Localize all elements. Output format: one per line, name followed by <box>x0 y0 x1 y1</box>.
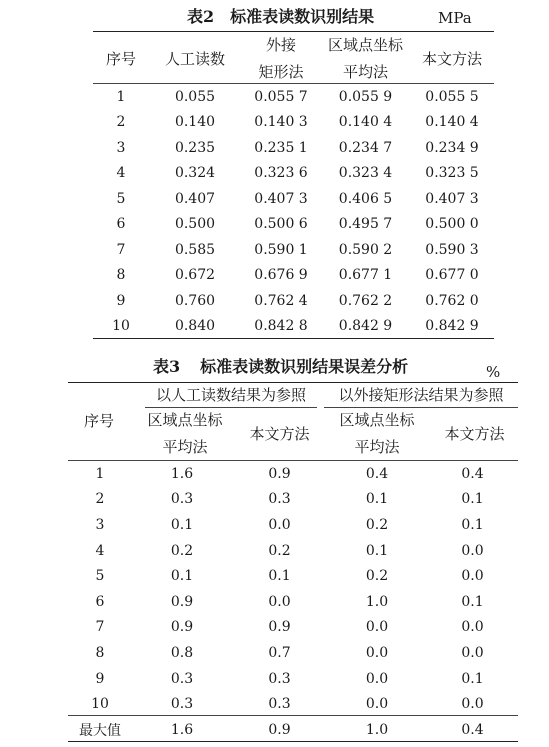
table2-header-rect-line2: 矩形法 <box>258 63 304 81</box>
table2-cell-manual: 0.055 <box>174 88 216 105</box>
table2-cell-manual: 0.585 <box>174 241 216 258</box>
table3-cell-rect-region: 0.0 <box>365 619 389 636</box>
table3-cell-rect-ours: 0.0 <box>461 696 484 713</box>
table3-cell-rect-ours: 0.0 <box>461 644 484 661</box>
table3-cell-rect-ours: 0.1 <box>461 593 484 610</box>
table3-cell-index: 4 <box>95 542 105 559</box>
table2-cell-index: 4 <box>116 165 126 182</box>
table3-cell-rect-region: 0.4 <box>365 465 389 482</box>
table3-cell-rect-ours: 0.4 <box>461 721 484 738</box>
table2-cell-ours: 0.500 0 <box>425 216 479 233</box>
table3-row <box>68 691 518 717</box>
table3-cell-manual-region: 0.9 <box>170 619 194 636</box>
table3-body <box>68 461 518 743</box>
table2-cell-index: 8 <box>116 267 126 284</box>
table2-cell-manual: 0.840 <box>174 318 216 335</box>
table2-cell-manual: 0.140 <box>174 114 216 131</box>
table3-row <box>68 589 518 615</box>
table3-cell-manual-region: 0.1 <box>170 568 194 585</box>
table3-cell-manual-region: 1.6 <box>170 721 194 738</box>
table3-cell-rect-region: 0.0 <box>365 644 389 661</box>
table2-row <box>93 237 494 263</box>
table2-cell-rect: 0.590 1 <box>254 241 308 258</box>
table2-cell-region: 0.762 2 <box>338 292 393 309</box>
table2-cell-manual: 0.324 <box>174 165 216 182</box>
table3-cell-index: 5 <box>95 568 105 585</box>
table2-cell-ours: 0.055 5 <box>425 88 479 105</box>
table3-cell-rect-ours: 0.0 <box>461 568 484 585</box>
table2-cell-ours: 0.323 5 <box>425 165 479 182</box>
table2-cell-rect: 0.235 1 <box>254 139 308 156</box>
table2-cell-rect: 0.055 7 <box>254 88 308 105</box>
table2-header <box>93 32 494 86</box>
table3-row <box>68 640 518 666</box>
table3-cell-manual-ours: 0.3 <box>268 696 291 713</box>
table3-cell-manual-ours: 0.3 <box>268 670 291 687</box>
table3-header-region-b-line2: 平均法 <box>354 438 400 456</box>
table2-row <box>93 84 494 110</box>
table2-cell-rect: 0.323 6 <box>254 165 308 182</box>
table2-cell-ours: 0.762 0 <box>425 292 479 309</box>
table3-cell-manual-ours: 0.9 <box>268 619 291 636</box>
table3-cell-rect-region: 0.0 <box>365 670 389 687</box>
table2-cell-index: 5 <box>116 190 126 207</box>
table3-header-ours-a: 本文方法 <box>249 425 310 443</box>
table3-cell-manual-ours: 0.3 <box>268 491 291 508</box>
table3-cell-rect-region: 0.0 <box>365 696 389 713</box>
table3-cell-manual-ours: 0.0 <box>268 593 291 610</box>
table3-cell-manual-region: 1.6 <box>170 465 194 482</box>
table2-cell-index: 9 <box>116 292 126 309</box>
table3-cell-manual-region: 0.2 <box>170 542 194 559</box>
table3-cell-index: 8 <box>95 644 105 661</box>
table3-cell-manual-region: 0.1 <box>170 516 194 533</box>
table2-cell-manual: 0.760 <box>174 292 216 309</box>
table2-cell-region: 0.677 1 <box>338 267 393 284</box>
table3-cell-index: 最大值 <box>79 722 121 739</box>
table2-cell-index: 3 <box>116 139 126 156</box>
table2-body <box>93 84 494 339</box>
table3-cell-rect-ours: 0.0 <box>461 542 484 559</box>
table2-cell-manual: 0.500 <box>174 216 216 233</box>
table3-header-region-a-line2: 平均法 <box>162 438 208 456</box>
table3-cell-rect-region: 1.0 <box>365 721 389 738</box>
table2-row <box>93 288 494 314</box>
table3-cell-index: 3 <box>95 516 105 533</box>
table2-cell-ours: 0.407 3 <box>425 190 479 207</box>
table3-cell-rect-ours: 0.4 <box>461 465 484 482</box>
table3-row <box>68 717 518 743</box>
table2-cell-ours: 0.234 9 <box>425 139 479 156</box>
table3-cell-manual-region: 0.9 <box>170 593 194 610</box>
table2-cell-region: 0.140 4 <box>338 114 393 131</box>
table2-caption-title: 标准表读数识别结果 <box>230 7 375 26</box>
table2-cell-ours: 0.590 3 <box>425 241 479 258</box>
table2-cell-region: 0.495 7 <box>338 216 393 233</box>
table2-cell-index: 2 <box>116 114 126 131</box>
table2-cell-rect: 0.676 9 <box>254 267 308 284</box>
table2-cell-ours: 0.140 4 <box>425 114 479 131</box>
table3-cell-rect-region: 1.0 <box>365 593 389 610</box>
table3-cell-manual-region: 0.3 <box>170 696 194 713</box>
table2-cell-index: 10 <box>112 318 130 335</box>
table3-cell-index: 6 <box>95 593 105 610</box>
table3-cell-rect-region: 0.2 <box>365 516 389 533</box>
table2-cell-rect: 0.762 4 <box>254 292 308 309</box>
table3-header-group-rect: 以外接矩形法结果为参照 <box>338 386 504 404</box>
table2-cell-ours: 0.677 0 <box>425 267 479 284</box>
table3-header-group-manual: 以人工读数结果为参照 <box>155 386 306 404</box>
table2-cell-region: 0.406 5 <box>338 190 393 207</box>
table2-row <box>93 186 494 212</box>
table3-cell-rect-ours: 0.1 <box>461 516 484 533</box>
table3-cell-manual-ours: 0.0 <box>268 516 291 533</box>
table3-cell-rect-region: 0.1 <box>365 542 389 559</box>
table3-cell-manual-region: 0.8 <box>170 644 194 661</box>
table2-header-index: 序号 <box>105 49 136 68</box>
table3-row <box>68 563 518 589</box>
table2-header-rect <box>241 32 321 86</box>
table3-cell-manual-ours: 0.1 <box>268 568 291 585</box>
table2-header-manual: 人工读数 <box>164 49 225 68</box>
table3-cell-rect-region: 0.2 <box>365 568 389 585</box>
table3-header-ours-b: 本文方法 <box>444 425 505 443</box>
table3-caption-number: 表3 <box>153 357 181 376</box>
table2-header-rect-line1: 外接 <box>265 36 296 54</box>
table2-cell-rect: 0.500 6 <box>254 216 308 233</box>
table3-row <box>68 512 518 538</box>
table3-header-index: 序号 <box>83 412 114 430</box>
table2-row <box>93 314 494 340</box>
table2-cell-index: 7 <box>116 241 126 258</box>
table2-cell-rect: 0.140 3 <box>254 114 308 131</box>
table2-cell-region: 0.234 7 <box>338 139 393 156</box>
table3-cell-rect-ours: 0.1 <box>461 491 484 508</box>
table2-header-ours: 本文方法 <box>421 49 482 68</box>
table3-row <box>68 666 518 692</box>
table3-cell-manual-region: 0.3 <box>170 491 194 508</box>
table2-row <box>93 212 494 238</box>
table2-row <box>93 110 494 136</box>
table3-cell-manual-ours: 0.9 <box>268 465 291 482</box>
table2-row <box>93 263 494 289</box>
table3-header-region-a-line1: 区域点坐标 <box>147 411 223 429</box>
table3-caption-title: 标准表读数识别结果误差分析 <box>200 357 409 376</box>
table3-cell-manual-region: 0.3 <box>170 670 194 687</box>
table3-cell-index: 2 <box>95 491 105 508</box>
table3-row <box>68 538 518 564</box>
table2-cell-rect: 0.407 3 <box>254 190 308 207</box>
table3-cell-manual-ours: 0.7 <box>268 644 291 661</box>
table2-cell-ours: 0.842 9 <box>425 318 479 335</box>
table3-cell-index: 1 <box>95 465 105 482</box>
table2-cell-index: 6 <box>116 216 126 233</box>
table3-caption <box>153 354 408 377</box>
table2-cell-region: 0.842 9 <box>338 318 393 335</box>
table3-cell-manual-ours: 0.9 <box>268 721 291 738</box>
table3-cell-index: 9 <box>95 670 105 687</box>
table2-header-region-line2: 平均法 <box>342 63 388 81</box>
table2-cell-manual: 0.672 <box>174 267 216 284</box>
table3-cell-rect-region: 0.1 <box>365 491 389 508</box>
table2-cell-manual: 0.235 <box>174 139 216 156</box>
table2-cell-rect: 0.842 8 <box>254 318 308 335</box>
table2-cell-manual: 0.407 <box>174 190 216 207</box>
table3-cell-rect-ours: 0.1 <box>461 670 484 687</box>
table3-row <box>68 461 518 487</box>
table3-cell-manual-ours: 0.2 <box>268 542 291 559</box>
table2-cell-index: 1 <box>116 88 126 105</box>
table3-cell-index: 10 <box>91 696 109 713</box>
table3-header-region-b <box>327 407 427 461</box>
table2-row <box>93 161 494 187</box>
table2-caption-number: 表2 <box>187 7 215 26</box>
table2-cell-region: 0.323 4 <box>338 165 393 182</box>
table3-row <box>68 615 518 641</box>
table2-cell-region: 0.055 9 <box>338 88 393 105</box>
table3-header-region-a <box>138 407 232 461</box>
table2-header-region-line1: 区域点坐标 <box>327 36 403 54</box>
table2-caption <box>187 4 374 27</box>
table3-row <box>68 487 518 513</box>
table3-unit: % <box>486 363 501 381</box>
table2-cell-region: 0.590 2 <box>338 241 393 258</box>
table2-unit: MPa <box>438 9 472 27</box>
table3-cell-index: 7 <box>95 619 105 636</box>
table2-row <box>93 135 494 161</box>
table2-header-region <box>321 32 410 86</box>
table3-cell-rect-ours: 0.0 <box>461 619 484 636</box>
table3-header-region-b-line1: 区域点坐标 <box>339 411 415 429</box>
